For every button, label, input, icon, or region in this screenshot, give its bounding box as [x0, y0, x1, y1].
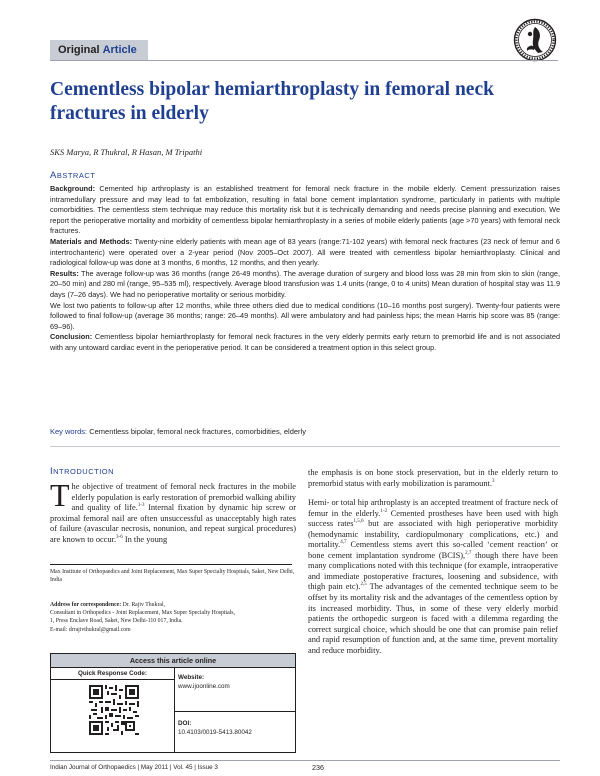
- intro-text: but are associated with high perioperative morbidity (hemodynamic instability, cardiopulmonary complications, etc.) and mortality.: [308, 519, 558, 550]
- doi-cell: [175, 712, 295, 752]
- abstract-heading-rest: BSTRACT: [56, 171, 96, 180]
- page-number: 236: [312, 763, 324, 772]
- section-divider: [50, 446, 560, 447]
- qr-code-icon[interactable]: [89, 685, 139, 735]
- correspondence-line: [50, 601, 296, 609]
- citation: 1-3: [137, 503, 145, 509]
- website-label: Website:: [178, 674, 205, 681]
- results-text: The average follow-up was 36 months (range 26-49 months). The average duration of surgery and blood loss was 28 min from skin to skin (range, 20–50 min) and 280 ml (range, 95–535 ml), respectively. Average blood transfusion was 1.4 units (range, 0 to 4 units) Mean duration of hospital stay was 11.9 days (7–26 days). We had no perioperative mortality or serious morbidity.: [50, 268, 560, 299]
- background-label: Background:: [50, 184, 95, 193]
- access-info-panel: [175, 668, 295, 752]
- intro-text: Hemi- or total hip arthroplasty is an accepted treatment of fracture neck of femur in the elderly.: [308, 498, 558, 518]
- keywords-text: Cementless bipolar, femoral neck fractures, comorbidities, elderly: [89, 427, 306, 436]
- conclusion-text: Cementless bipolar hemiarthroplasty for femoral neck fractures in the very elderly permits early return to premorbid life and is not associated with any untoward cardiac event in the perioperative period. It can be considered a treatment option in this select group.: [50, 332, 561, 352]
- keywords-label: Key words:: [50, 427, 88, 436]
- abstract-background: [50, 184, 560, 237]
- abstract-conclusion: [50, 332, 560, 353]
- correspondent-name: Dr. Rajiv Thukral,: [122, 602, 166, 608]
- journal-citation: Indian Journal of Orthopaedics | May 2011 | Vol. 45 | Issue 3: [50, 764, 218, 771]
- intro-text: Cemented prostheses have been used with high success rates: [308, 508, 559, 529]
- article-type-badge: [50, 40, 148, 60]
- citation: 3-6: [116, 534, 123, 540]
- intro-text: The advantages of the cemented technique seem to be offset by its mortality risk and the advantages of the cementless option by its increased morbidity. Thus, in some of these very elderly morbid patients the orthopedic surgeon is faced with a dilemma regarding the correct surgical choice, which should be one that can promise pain relief and rapid resumption of function and, at the same time, prevent mortality and reduce morbidity.: [308, 582, 558, 655]
- correspondence-line: Consultant in Orthopedics - Joint Replacement, Max Super Specialty Hospitals,: [50, 610, 235, 617]
- citation: 1-2: [380, 508, 388, 514]
- access-online-box: [50, 653, 296, 753]
- website-cell: [175, 668, 295, 712]
- citation: 2,7: [465, 551, 472, 557]
- abstract-heading-initial: A: [50, 170, 57, 181]
- intro-paragraph: [308, 468, 558, 489]
- doi-label: DOI:: [178, 720, 192, 727]
- intro-text-c: In the young: [122, 534, 168, 544]
- abstract-body: [50, 184, 560, 354]
- footer-rule: [50, 760, 560, 761]
- citation: 3: [491, 478, 495, 484]
- article-title: Cementless bipolar hemiarthroplasty in femoral neck fractures in elderly: [50, 79, 494, 124]
- intro-text-a: he objective of treatment of femoral neck fractures in the mobile elderly population is early restoration of premorbid walking ability and quality of life.: [71, 482, 296, 513]
- methods-text: Twenty-nine elderly patients with mean age of 83 years (range:71-102 years) with femoral neck fractures (23 neck of femur and 6 intertrochanteric) were operated over a 2-year period (Nov 2005–Oct 2007). All were treated with cementless bipolar hemiarthroplasty. Clinical and radiological follow-up was done at 3 months, 6 months, 12 months, and then yearly.: [50, 236, 560, 268]
- abstract-methods: [50, 237, 560, 269]
- abstract-results: [50, 269, 560, 301]
- correspondence-address: [50, 601, 296, 634]
- keywords: [50, 427, 560, 436]
- doi-value[interactable]: 10.4103/0019-5413.80042: [178, 728, 252, 736]
- citation: 1,5,6: [353, 519, 364, 525]
- affiliation: Max Institute of Orthopaedics and Joint Replacement, Max Super Specialty Hospitals, Saket, New Delhi, India: [50, 569, 295, 584]
- citation: 2,5: [360, 582, 367, 588]
- abstract-heading: [50, 170, 95, 181]
- correspondence-line: 1, Press Enclave Road, Saket, New Delhi-110 017, India.: [50, 618, 183, 625]
- introduction-heading-initial: I: [50, 466, 54, 477]
- results-label: Results:: [50, 268, 79, 278]
- introduction-column-left: [50, 477, 296, 545]
- access-box-title: Access this article online: [51, 654, 295, 668]
- intro-paragraph: [308, 498, 558, 656]
- footnote-rule: [50, 564, 292, 565]
- qr-label: Quick Response Code:: [51, 668, 174, 680]
- intro-text: the emphasis is on bone stock preservation, but in the elderly return to premorbid status with early mobilization is paramount.: [308, 468, 558, 488]
- introduction-column-right: [308, 468, 558, 656]
- website-link[interactable]: www.ijoonline.com: [178, 682, 230, 690]
- citation: 4,7: [340, 540, 347, 546]
- conclusion-label: Conclusion:: [50, 332, 93, 342]
- badge-word-original: Original: [58, 44, 100, 56]
- badge-word-article: Article: [102, 44, 137, 56]
- intro-text-b: Internal fixation by dynamic hip screw or proximal femoral nail are often unsuccessful as unacceptably high rates of failure (avascular necrosis, nonunion, and repeat surgical procedures) are known to occur.: [50, 503, 296, 544]
- intro-text: though there have been many complications noted with this technique (for example, intraoperative and immediate postoperative fractures, loosening and subsidence, with thigh pain etc).: [308, 550, 559, 592]
- introduction-heading: [50, 466, 114, 477]
- intro-text: Cementless stems avert this so-called ‘cement reaction’ or bone cement implantation syndrome (BCIS),: [308, 540, 558, 560]
- author-list: SKS Marya, R Thukral, R Hasan, M Tripathi: [50, 147, 203, 157]
- qr-panel: [51, 668, 175, 752]
- header-rule: [50, 60, 558, 61]
- abstract-results-continued: We lost two patients to follow-up after 12 months, while three others died due to medical conditions (10–16 months post surgery). Twenty-four patients were followed to final follow-up (average 36 months; range: 26–49 months). All were ambulatory and had painless hips; the mean Harris hip score was 85 (range: 69–96).: [50, 300, 560, 331]
- correspondence-label: Address for correspondence:: [50, 602, 122, 608]
- drop-cap: T: [50, 477, 70, 513]
- methods-label: Materials and Methods:: [50, 236, 132, 246]
- correspondence-email: E-mail: drrajivthukral@gmail.com: [50, 626, 131, 633]
- journal-logo-icon: [513, 18, 557, 62]
- introduction-heading-rest: NTRODUCTION: [53, 467, 115, 476]
- background-text: Cemented hip arthroplasty is an established treatment for femoral neck fracture in the mobile elderly. Cement pressurization raises intramedullary pressure and may lead to fat embolization, resulting in fatal bone cement implantation syndrome, particularly in patients with multiple comorbidities. The cementless stem technique may reduce this mortality risk but it is technically demanding and needs precise planning and execution. We report the perioperative mortality and morbidity of cementless bipolar hemiarthroplasty in a series of mobile elderly patients (age >70 years) with femoral neck fractures.: [50, 184, 560, 236]
